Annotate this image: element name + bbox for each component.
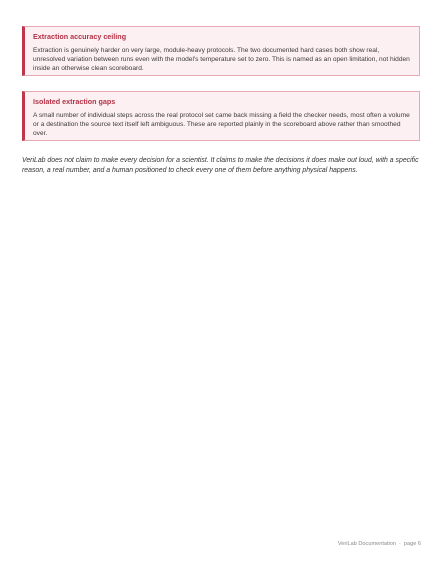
limitation-callout-gaps <box>22 91 420 141</box>
callout-title: Extraction accuracy ceiling <box>33 32 127 41</box>
footer-page-number: page 6 <box>403 541 421 547</box>
page-footer <box>338 541 421 547</box>
callout-body: A small number of individual steps across the real protocol set came back missing a field the checker needs, most often a volume or a destination the source text itself left ambiguous. These are reported plainly in the scoreboard above rather than smoothed over. <box>33 112 410 137</box>
footer-separator: · <box>399 541 401 547</box>
callout-body: Extraction is genuinely harder on very large, module-heavy protocols. The two documented hard cases both show real, unresolved variation between runs even with the model's temperature set to zero. This is named as an open limitation, not hidden inside an otherwise clean scoreboard. <box>33 47 410 72</box>
footer-doc-name: VeriLab Documentation <box>337 541 397 547</box>
limitation-callout-accuracy <box>22 26 420 76</box>
callout-title: Isolated extraction gaps <box>33 97 116 106</box>
closing-statement: VeriLab does not claim to make every decision for a scientist. It claims to make the decisions it does make out loud, with a specific reason, a real number, and a human positioned to check every one of them before anything physical happens. <box>22 157 419 174</box>
